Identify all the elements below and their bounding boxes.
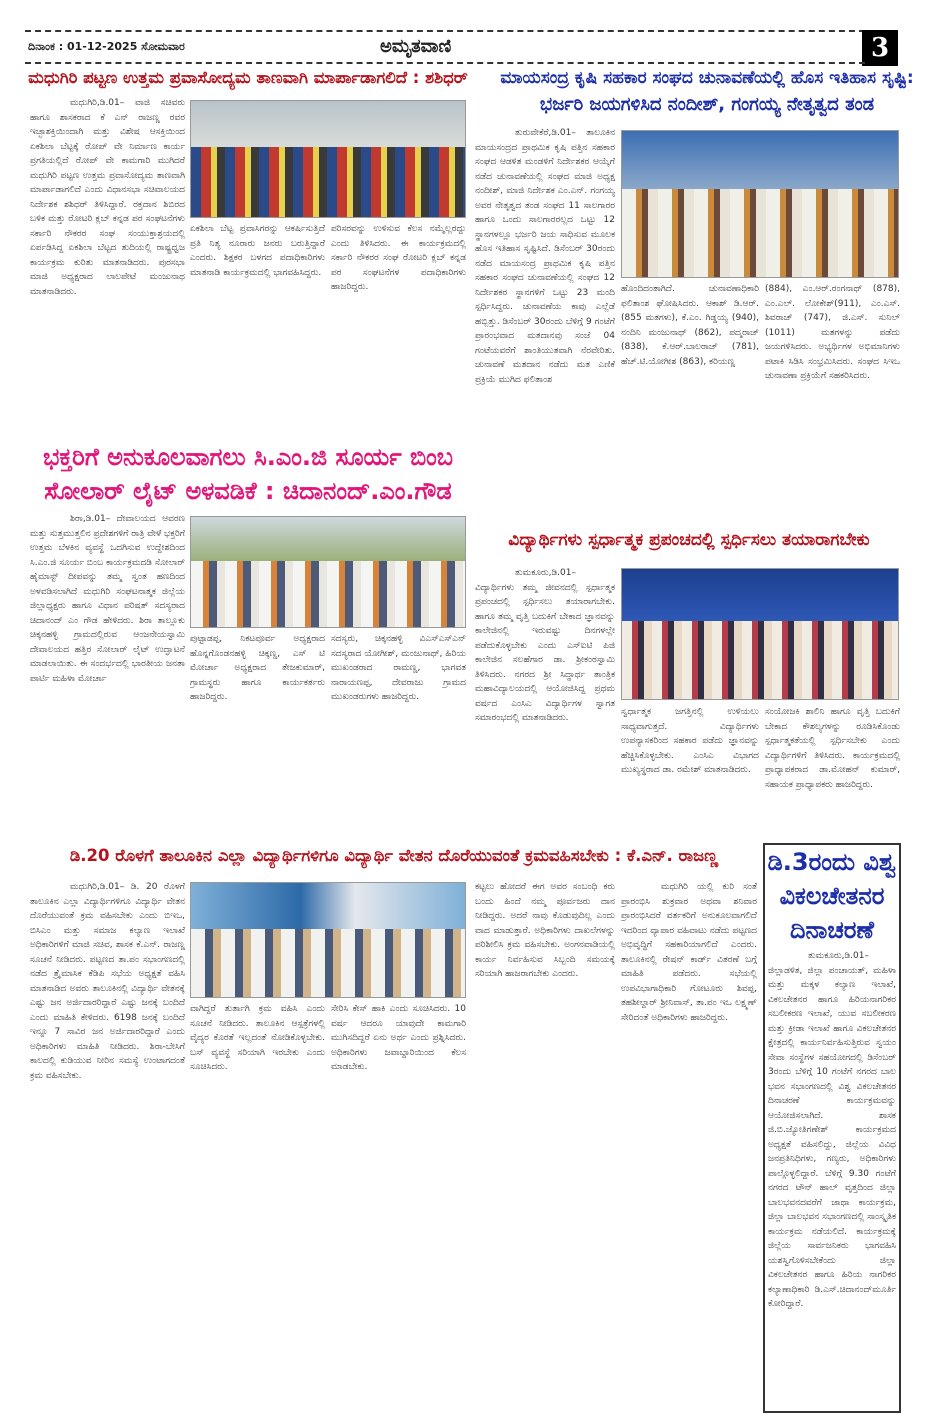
- sidebar-headline-line1: ಡಿ.3ರಂದು ವಿಶ್ವ: [767, 848, 897, 876]
- header-rule-bottom: [25, 62, 865, 64]
- article-5-body-col4: ಕಟ್ಟಲು ಹೋದರೆ ಈಗ ಅವರ ಸಂಬಂಧಿ ಕರು ಬಂದು ಹಿಂದೆ ನಮ್ಮ ಪೂರ್ವಜರು ದಾನ ನೀಡಿದ್ದರು. ಅದರೆ ನಾವು ಕೊಡುವುದಿಲ್ಲ ಎಂದು ವಾದ ಮಾಡುತ್ತಾರೆ. ಅಧಿಕಾರಿಗಳು ದಾಖಲೆಗಳನ್ನು ಪರಿಶೀಲಿಸಿ ಕ್ರಮ ವಹಿಸಬೇಕು. ಅಂಗನವಾಡಿಯಲ್ಲಿ ಕಾರ್ಯ ನಿರ್ವಹಿಸುವ ಸಿಬ್ಬಂದಿ ಸಮಯಕ್ಕೆ ಸರಿಯಾಗಿ ಹಾಜರಾಗಬೇಕು ಎಂದರು.: [475, 882, 615, 979]
- article-4-body-col3: ಸಂಯೋಜಕಿ ಶಾಲಿನಿ ಹಾಗೂ ವೃತ್ತಿ ಬದುಕಿಗೆ ಬೇಕಾದ ಕೌಶಲ್ಯಗಳನ್ನು ರೂಡಿಸಿಕೊಂಡು ಸ್ಪರ್ಧಾತ್ಮಕತೆಯಲ್ಲಿ ಸ್ಪರ್ಧಿಸಬೇಕು ಎಂದು ವಿದ್ಯಾರ್ಥಿಗಳಿಗೆ ತಿಳಿಸಿದರು. ಕಾರ್ಯಕ್ರಮದಲ್ಲಿ ಪ್ರಾಧ್ಯಾಪಕರಾದ ಡಾ.ಮೋಹನ್ ಕುಮಾರ್, ಸಹಾಯಕ ಪ್ರಾಧ್ಯಾಪಕರು ಹಾಜರಿದ್ದರು.: [765, 707, 900, 790]
- article-1-body: ಮಧುಗಿರಿ,ಡಿ.01– ವಾಜಿ ಸಚಿವರು ಹಾಗೂ ಶಾಸಕರಾದ ಕೆ ಎನ್ ರಾಜಣ್ಣ ರವರ ಇಚ್ಛಾಶಕ್ತಿಯಿಂದಾಗಿ ಮತ್ತು ವಿಶೇಷ ಆಸಕ್ತಿಯಿಂದ ಏಕಶಿಲಾ ಬೆಟ್ಟಕ್ಕೆ ರೋಪ್ ವೇ ನಿರ್ಮಾಣ ಕಾರ್ಯ ಪ್ರಗತಿಯಲ್ಲಿದೆ ರೋಪ್ ವೇ ಕಾಮಗಾರಿ ಮುಗಿದರೆ ಮಧುಗಿರಿ ಪಟ್ಟಣ ಉತ್ತಮ ಪ್ರವಾಸೋದ್ಯಮ ತಾಣವಾಗಿ ಮಾರ್ಪಾಡಾಗಲಿದೆ ಎಂದು ವಿಧಾನಸಭಾ ಸಚಿವಾಲಯದ ನಿರ್ದೇಶಕ ಶಶಿಧರ್ ತಿಳಿಸಿದ್ದಾರೆ. ರಕ್ತದಾನ ಶಿಬಿರದ ಬಳಿಕ ಮತ್ತು ರೋಟರಿ ಕ್ಲಬ್ ಕನ್ನಡ ಪರ ಸಂಘಟನೆಗಳು ಸರ್ಕಾರಿ ನೌಕರರ ಸಂಘ ಸಂಯುಕ್ತಾಶ್ರಯದಲ್ಲಿ ಏರ್ಪಡಿಸಿದ್ದ ಏಕಶಿಲಾ ಬೆಟ್ಟದ ತುದಿಯಲ್ಲಿ ರಾಷ್ಟ್ರಧ್ವಜ ಕಾರ್ಯಕ್ರಮ ಕುರಿತು ಮಾತನಾಡಿದರು. ಪುರಸಭಾ ಮಾಜಿ ಅಧ್ಯಕ್ಷರಾದ ಲಾಲಪೇಟೆ ಮಂಜುನಾಥ ಮಾತನಾಡಿದರು.: [30, 98, 185, 297]
- page-number: 3: [862, 30, 898, 66]
- article-2-body-col3: (884), ಎಂ.ಆರ್.ರಂಗನಾಥ್ (878), ಎಂ.ಎಲ್. ಲೋಕೇಶ್(911), ಎಂ.ಎಸ್. ಶಿವರಾಜ್ (747), ಜಿ.ಎಸ್. ಸುನಿಲ್ (1011) ಮತಗಳನ್ನು ಪಡೆದು ಜಯಗಳಿಸಿದರು. ಅಭ್ಯರ್ಥಿಗಳ ಅಭಿಮಾನಿಗಳು ಪಟಾಕಿ ಸಿಡಿಸಿ ಸಂಭ್ರಮಿಸಿದರು. ಸಂಘದ ಸಿಇಒ ಚುನಾವಣಾ ಪ್ರಕ್ರಿಯೆಗೆ ಸಹಕರಿಸಿದರು.: [765, 284, 900, 381]
- article-2-body-col2: ಹೊಂದಿದಂತಾಗಿದೆ. ಚುನಾವಣಾಧಿಕಾರಿ ಫಲಿತಾಂಶ ಘೋಷಿಸಿದರು. ಆಕಾಶ್ ಡಿ.ಆರ್. (855 ಮತಗಳು), ಕೆ.ಎಂ. ಗಿಡ್ಡಯ್ಯ (940), ನಂದಿನಿ ಮಂಜುನಾಥ್ (862), ಪದ್ಮರಾಜ್ (838), ಕೆ.ಆರ್.ಬಾಲರಾಜ್ (781), ಹೆಚ್.ಟಿ.ಯೋಗೀಶ (863), ಕರಿಯಣ್ಣ: [621, 284, 759, 367]
- article-3-body-col3: ಸದಸ್ಯರು, ಚಿಕ್ಕನಹಳ್ಳಿ ವಿಎಸ್ಎಸ್ಎನ್ ಸದಸ್ಯರಾದ ಯೋಗೀಶ್, ಮಂಜುನಾಥ್, ಹಿರಿಯ ಮುಖಂಡರಾದ ರಾಮಣ್ಣ, ಭಾಗವತ ನಾರಾಯಣಪ್ಪ, ದೇವರಾಜು ಗ್ರಾಮದ ಮುಖಂಡರುಗಳು ಹಾಜರಿದ್ದರು.: [331, 634, 466, 702]
- article-3-headline-line1: ಭಕ್ತರಿಗೆ ಅನುಕೂಲವಾಗಲು ಸಿ.ಎಂ.ಜಿ ಸೂರ್ಯ ಬಿಂಬ: [42, 443, 454, 471]
- article-1-body-col3: ಪರಿಸರವನ್ನು ಉಳಿಸುವ ಕೆಲಸ ನಮ್ಮೆಲ್ಲರದ್ದು ಎಂದು ತಿಳಿಸಿದರು. ಈ ಕಾರ್ಯಕ್ರಮದಲ್ಲಿ ಸರ್ಕಾರಿ ನೌಕರರ ಸಂಘ ರೋಟರಿ ಕ್ಲಬ್ ಕನ್ನಡ ಪರ ಸಂಘಟನೆಗಳ ಪದಾಧಿಕಾರಿಗಳು ಹಾಜರಿದ್ದರು.: [331, 224, 466, 292]
- article-5-body-col3: ಸೇರಿಸಿ ಕೇಸ್ ಹಾಕಿ ಎಂದು ಸೂಚಿಸಿದರು. 10 ವರ್ಷ ಆದರೂ ಯಾವುದೇ ಕಾಮಗಾರಿ ಮುಗಿಸದಿದ್ದರೆ ಏನು ಅರ್ಥ ಎಂದು ಪ್ರಶ್ನಿಸಿದರು. ಅಧಿಕಾರಿಗಳು ಜವಾಬ್ದಾರಿಯಿಂದ ಕೆಲಸ ಮಾಡಬೇಕು.: [331, 1004, 466, 1072]
- article-5-body: ಮಧುಗಿರಿ,ಡಿ.01– ಡಿ. 20 ರೊಳಗೆ ತಾಲೂಕಿನ ಎಲ್ಲಾ ವಿದ್ಯಾರ್ಥಿಗಳಿಗೂ ವಿದ್ಯಾರ್ಥಿ ವೇತನ ದೊರೆಯುವಂತೆ ಕ್ರಮ ವಹಿಸಬೇಕು ಎಂದು ಬಿಇಒ, ಬಿಸಿಎಂ ಮತ್ತು ಸಮಾಜ ಕಲ್ಯಾಣ ಇಲಾಖೆ ಅಧಿಕಾರಿಗಳಿಗೆ ಮಾಜಿ ಸಚಿವ, ಶಾಸಕ ಕೆ.ಎನ್. ರಾಜಣ್ಣ ಸೂಚನೆ ನೀಡಿದರು. ಪಟ್ಟಣದ ತಾ.ಪಂ ಸಭಾಂಗಣದಲ್ಲಿ ನಡೆದ ತ್ರೈಮಾಸಿಕ ಕೆಡಿಪಿ ಸಭೆಯ ಅಧ್ಯಕ್ಷತೆ ವಹಿಸಿ ಮಾತನಾಡಿದ ಅವರು ತಾಲೂಕಿನಲ್ಲಿ ವಿದ್ಯಾರ್ಥಿ ವೇತನಕ್ಕೆ ಎಷ್ಟು ಜನ ಅರ್ಜಿದಾರರಿದ್ದಾರೆ ಎಷ್ಟು ಜನಕ್ಕೆ ಬಂದಿದೆ ಎಂದು ಮಾಹಿತಿ ಕೇಳಿದರು. 6198 ಜನಕ್ಕೆ ಬಂದಿದೆ ಇನ್ನೂ 7 ಸಾವಿರ ಜನ ಅರ್ಜಿದಾರರಿದ್ದಾರೆ ಎಂದು ಅಧಿಕಾರಿಗಳು ಮಾಹಿತಿ ನೀಡಿದರು. ಶಿರಾ-ಬೇಸಿಗೆ ಕಾಲದಲ್ಲಿ ಕುಡಿಯುವ ನೀರಿನ ಸಮಸ್ಯೆ ಉಂಟಾಗದಂತೆ ಕ್ರಮ ವಹಿಸಬೇಕು.: [30, 882, 185, 1081]
- article-5-body-col5: ಮಧುಗಿರಿ ಯಲ್ಲಿ ಕುರಿ ಸಂತೆ ಪ್ರಾರಂಭಿಸಿ ಶುಕ್ರವಾರ ಅಥವಾ ಶನಿವಾರ ಪ್ರಾರಂಭಿಸಿದರೆ ವರ್ತಕರಿಗೆ ಅನುಕೂಲವಾಗಲಿದೆ ಇದರಿಂದ ವ್ಯಾಪಾರ ವಹಿವಾಟು ನಡೆದು ಪಟ್ಟಣದ ಅಭಿವೃದ್ಧಿಗೆ ಸಹಕಾರಿಯಾಗಲಿದೆ ಎಂದರು. ತಾಲೂಕಿನಲ್ಲಿ ರೇಷನ್ ಕಾರ್ಡ್ ವಿತರಣೆ ಬಗ್ಗೆ ಮಾಹಿತಿ ಪಡೆದರು. ಸಭೆಯಲ್ಲಿ ಉಪವಿಭಾಗಾಧಿಕಾರಿ ಗೋಟೂರು ಶಿವಪ್ಪ, ತಹಶೀಲ್ದಾರ್ ಶ್ರೀನಿವಾಸ್, ತಾ.ಪಂ ಇಒ ಲಕ್ಷ್ಮಣ್ ಸೇರಿದಂತೆ ಅಧಿಕಾರಿಗಳು ಹಾಜರಿದ್ದರು.: [621, 882, 757, 1023]
- article-5-photo: [190, 882, 466, 998]
- sidebar-article-box: [763, 843, 901, 1413]
- article-3-photo: [190, 516, 466, 628]
- article-1-photo: [190, 100, 466, 218]
- sidebar-headline-line2: ವಿಕಲಚೇತನರ: [779, 882, 885, 910]
- masthead: ಅಮೃತವಾಣಿ: [380, 36, 452, 57]
- article-2-body: ತುರುವೇಕೆರೆ,ಡಿ.01– ತಾಲೂಕಿನ ಮಾಯಸಂದ್ರದ ಪ್ರಾಥಮಿಕ ಕೃಷಿ ಪತ್ತಿನ ಸಹಕಾರ ಸಂಘದ ಆಡಳಿತ ಮಂಡಳಿಗೆ ನಿರ್ದೇಶಕರ ಆಯ್ಕೆಗೆ ನಡೆದ ಚುನಾವಣೆಯಲ್ಲಿ ಸಂಘದ ಮಾಜಿ ಅಧ್ಯಕ್ಷ ನಂದೀಶ್, ಮಾಜಿ ನಿರ್ದೇಶಕ ಎಂ.ಎನ್. ಗಂಗಯ್ಯ ಅವರ ನೇತೃತ್ವದ ತಂಡ ಸಂಘದ 11 ಸಾಲಗಾರರ ಹಾಗೂ ಒಂದು ಸಾಲಗಾರರಲ್ಲದ ಒಟ್ಟು 12 ಸ್ಥಾನಗಳಲ್ಲೂ ಭರ್ಜರಿ ಜಯ ಸಾಧಿಸುವ ಮೂಲಕ ಹೊಸ ಇತಿಹಾಸ ಸೃಷ್ಟಿಸಿದೆ. ಡಿಸೆಂಬರ್ 30ರಂದು ನಡೆದ ಮಾಯಸಂದ್ರ ಪ್ರಾಥಮಿಕ ಕೃಷಿ ಪತ್ತಿನ ಸಹಕಾರ ಸಂಘದ ಚುನಾವಣೆಯಲ್ಲಿ ಸಂಘದ 12 ನಿರ್ದೇಶಕರ ಸ್ಥಾನಗಳಿಗೆ ಒಟ್ಟು 23 ಮಂದಿ ಸ್ಪರ್ಧಿಸಿದ್ದರು. ಚುನಾವಣೆಯ ಕಾವು ಎಲ್ಲೆಡೆ ಹಬ್ಬಿತ್ತು. ಡಿಸೆಂಬರ್ 30ರಂದು ಬೆಳಿಗ್ಗೆ 9 ಗಂಟೆಗೆ ಪ್ರಾರಂಭವಾದ ಮತದಾನವು ಸಂಜೆ 04 ಗಂಟೆಯವರೆಗೆ ಶಾಂತಿಯುತವಾಗಿ ನೆರವೇರಿತು. ಚುನಾವಣೆ ಮತದಾನ ನಡೆದು ಮತ ಎಣಿಕೆ ಪ್ರಕ್ರಿಯೆ ಮುಗಿದ ಫಲಿತಾಂಶ: [475, 128, 615, 385]
- article-3-headline-line2: ಸೋಲಾರ್ ಲೈಟ್ ಅಳವಡಿಕೆ : ಚಿದಾನಂದ್.ಎಂ.ಗೌಡ: [44, 477, 452, 505]
- issue-date: ದಿನಾಂಕ : 01-12-2025 ಸೋಮವಾರ: [28, 40, 185, 53]
- article-1-headline: ಮಧುಗಿರಿ ಪಟ್ಟಣ ಉತ್ತಮ ಪ್ರವಾಸೋದ್ಯಮ ತಾಣವಾಗಿ ಮಾರ್ಪಾಡಾಗಲಿದೆ : ಶಶಿಧರ್: [28, 68, 468, 87]
- article-2-photo: [621, 130, 899, 278]
- article-2-headline-line1: ಮಾಯಸಂದ್ರ ಕೃಷಿ ಸಹಕಾರ ಸಂಘದ ಚುನಾವಣೆಯಲ್ಲಿ ಹೊಸ ಇತಿಹಾಸ ಸೃಷ್ಟಿ:: [500, 68, 914, 88]
- article-4-body-col2: ಸ್ವರ್ಧಾತ್ಮಕ ಜಗತ್ತಿನಲ್ಲಿ ಉಳಿಯಲು ಸಾಧ್ಯವಾಗುತ್ತದೆ. ವಿದ್ಯಾರ್ಥಿಗಳು ಉಪನ್ಯಾಸಕರಿಂದ ಸಹಕಾರ ಪಡೆದು ಜ್ಞಾನವನ್ನು ಹೆಚ್ಚಿಸಿಕೊಳ್ಳಬೇಕು. ಎಂಸಿಎ ವಿಭಾಗದ ಮುಖ್ಯಸ್ಥರಾದ ಡಾ. ರಮೇಶ್ ಮಾತನಾಡಿದರು.: [621, 707, 759, 775]
- sidebar-headline-line3: ದಿನಾಚರಣೆ: [790, 916, 874, 944]
- article-1-body-col2: ಏಕಶಿಲಾ ಬೆಟ್ಟ ಪ್ರವಾಸಿಗರನ್ನು ಆಕರ್ಷಿಸುತ್ತಿದೆ ಪ್ರತಿ ನಿತ್ಯ ನೂರಾರು ಜನರು ಬರುತ್ತಿದ್ದಾರೆ ಎಂದರು. ಶಿಕ್ಷಕರ ಬಳಗದ ಪದಾಧಿಕಾರಿಗಳು ಮಾತನಾಡಿ ಕಾರ್ಯಕ್ರಮದಲ್ಲಿ ಭಾಗವಹಿಸಿದ್ದರು.: [190, 224, 325, 278]
- header-rule-top: [25, 30, 865, 32]
- article-5-body-col2: ವಾಗಿದ್ದರೆ ತುರ್ತಾಗಿ ಕ್ರಮ ವಹಿಸಿ ಎಂದು ಸೂಚನೆ ನೀಡಿದರು. ತಾಲೂಕಿನ ಆಸ್ಪತ್ರೆಗಳಲ್ಲಿ ವೈದ್ಯರ ಕೊರತೆ ಇಲ್ಲದಂತೆ ನೋಡಿಕೊಳ್ಳಬೇಕು. ಬಸ್ ವ್ಯವಸ್ಥೆ ಸರಿಯಾಗಿ ಇರಬೇಕು ಎಂದು ಸೂಚಿಸಿದರು.: [190, 1004, 325, 1072]
- article-5-headline: ಡಿ.20 ರೊಳಗೆ ತಾಲೂಕಿನ ಎಲ್ಲಾ ವಿದ್ಯಾರ್ಥಿಗಳಿಗೂ ವಿದ್ಯಾರ್ಥಿ ವೇತನ ದೊರೆಯುವಂತೆ ಕ್ರಮವಹಿಸಬೇಕು : ಕೆ.ಎನ್. ರಾಜಣ್ಣ: [69, 846, 719, 865]
- article-4-photo: [621, 568, 899, 700]
- article-2-headline-line2: ಭರ್ಜರಿ ಜಯಗಳಿಸಿದ ನಂದೀಶ್, ಗಂಗಯ್ಯ ನೇತೃತ್ವದ ತಂಡ: [539, 94, 875, 115]
- article-3-body-col2: ಪುಟ್ಟಾಡಪ್ಪ, ನಿಕಟಪೂರ್ವ ಅಧ್ಯಕ್ಷರಾದ ಹೊನ್ನಗೊಂಡನಹಳ್ಳಿ ಚಿಕ್ಕಣ್ಣ, ಎಸ್ ಟಿ ಮೋರ್ಚಾ ಅಧ್ಯಕ್ಷರಾದ ತೇಜಕುಮಾರ್, ಗ್ರಾಮಸ್ಥರು ಹಾಗೂ ಕಾರ್ಯಕರ್ತರು ಹಾಜರಿದ್ದರು.: [190, 634, 325, 702]
- article-4-body: ತುಮಕೂರು,ಡಿ.01– ವಿದ್ಯಾರ್ಥಿಗಳು ತಮ್ಮ ಜೀವನದಲ್ಲಿ ಸ್ಪರ್ಧಾತ್ಮಕ ಪ್ರಪಂಚದಲ್ಲಿ ಸ್ಪರ್ಧಿಸಲು ತಯಾರಾಗಬೇಕು. ಹಾಗೂ ತಮ್ಮ ವೃತ್ತಿ ಬದುಕಿಗೆ ಬೇಕಾದ ಜ್ಞಾನವನ್ನು ಕಾಲೇಜಿನಲ್ಲಿ ಇರುವಷ್ಟು ದಿನಗಳಲ್ಲೇ ಪಡೆದುಕೊಳ್ಳಬೇಕು ಎಂದು ಎಸ್ಐಟಿ ಪಿಜಿ ಕಾಲೇಜಿನ ಸಲಹೆಗಾರ ಡಾ. ಶ್ರೀಕಂಠಸ್ವಾಮಿ ತಿಳಿಸಿದರು. ನಗರದ ಶ್ರೀ ಸಿದ್ಧಾರ್ಥ ತಾಂತ್ರಿಕ ಮಹಾವಿದ್ಯಾಲಯದಲ್ಲಿ ಆಯೋಜಿಸಿದ್ದ ಪ್ರಥಮ ವರ್ಷದ ಎಂಸಿಎ ವಿದ್ಯಾರ್ಥಿಗಳ ಸ್ವಾಗತ ಸಮಾರಂಭದಲ್ಲಿ ಮಾತನಾಡಿದರು.: [475, 568, 615, 723]
- article-4-headline: ವಿದ್ಯಾರ್ಥಿಗಳು ಸ್ಪರ್ಧಾತ್ಮಕ ಪ್ರಪಂಚದಲ್ಲಿ ಸ್ಪರ್ಧಿಸಲು ತಯಾರಾಗಬೇಕು: [508, 530, 870, 550]
- article-3-body: ಶಿರಾ,ಡಿ.01– ದೇವಾಲಯದ ಆವರಣ ಮತ್ತು ಸುತ್ತಮುತ್ತಲಿನ ಪ್ರದೇಶಗಳಿಗೆ ರಾತ್ರಿ ವೇಳೆ ಭಕ್ತರಿಗೆ ಉತ್ತಮ ಬೆಳಕಿನ ವ್ಯವಸ್ಥೆ ಒದಗಿಸುವ ಉದ್ದೇಶದಿಂದ ಸಿ.ಎಂ.ಜಿ ಸೂರ್ಯ ಬಿಂಬ ಕಾರ್ಯಕ್ರಮದಡಿ ಸೋಲಾರ್ ಹೈಮಾಸ್ಟ್ ದೀಪವನ್ನು ತಮ್ಮ ಸ್ವಂತ ಹಣದಿಂದ ಅಳವಡಿಸಲಾಗಿದೆ ಮಧುಗಿರಿ ಸಂಘಟನಾತ್ಮಕ ಜಿಲ್ಲೆಯ ಜಿಲ್ಲಾಧ್ಯಕ್ಷರು ಹಾಗೂ ವಿಧಾನ ಪರಿಷತ್ ಸದಸ್ಯರಾದ ಚಿದಾನಂದ್ ಎಂ ಗೌಡ ಹೇಳಿದರು. ಶಿರಾ ತಾಲ್ಲೂಕು ಚಿಕ್ಕನಹಳ್ಳಿ ಗ್ರಾಮದಲ್ಲಿರುವ ಆಂಜನೇಯಸ್ವಾಮಿ ದೇವಾಲಯದ ಹತ್ತಿರ ಸೋಲಾರ್ ಲೈಟ್ ಉದ್ಘಾಟನೆ ಮಾಡಲಾಯಿತು. ಈ ಸಂದರ್ಭದಲ್ಲಿ ಭಾರತೀಯ ಜನತಾ ಪಾರ್ಟಿ ಮಹಿಳಾ ಮೋರ್ಚಾ: [30, 514, 185, 684]
- sidebar-body: ತುಮಕೂರು,ಡಿ.01– ಜಿಲ್ಲಾಡಳಿತ, ಜಿಲ್ಲಾ ಪಂಚಾಯತ್, ಮಹಿಳಾ ಮತ್ತು ಮಕ್ಕಳ ಕಲ್ಯಾಣ ಇಲಾಖೆ, ವಿಕಲಚೇತನರ ಹಾಗೂ ಹಿರಿಯನಾಗರಿಕರ ಸಬಲೀಕರಣ ಇಲಾಖೆ, ಯುವ ಸಬಲೀಕರಣ ಮತ್ತು ಕ್ರೀಡಾ ಇಲಾಖೆ ಹಾಗೂ ವಿಕಲಚೇತನರ ಕ್ಷೇತ್ರದಲ್ಲಿ ಕಾರ್ಯನಿರ್ವಹಿಸುತ್ತಿರುವ ಸ್ವಯಂ ಸೇವಾ ಸಂಸ್ಥೆಗಳ ಸಹಯೋಗದಲ್ಲಿ ಡಿಸೆಂಬರ್ 3ರಂದು ಬೆಳಿಗ್ಗೆ 10 ಗಂಟೆಗೆ ನಗರದ ಬಾಲ ಭವನ ಸಭಾಂಗಣದಲ್ಲಿ ವಿಶ್ವ ವಿಕಲಚೇತನರ ದಿನಾಚರಣೆ ಕಾರ್ಯಕ್ರಮವನ್ನು ಆಯೋಜಿಸಲಾಗಿದೆ. ಶಾಸಕ ಜಿ.ಬಿ.ಜ್ಯೋತಿಗಣೇಶ್ ಕಾರ್ಯಕ್ರಮದ ಅಧ್ಯಕ್ಷತೆ ವಹಿಸಲಿದ್ದು, ಜಿಲ್ಲೆಯ ವಿವಿಧ ಜನಪ್ರತಿನಿಧಿಗಳು, ಗಣ್ಯರು, ಅಧಿಕಾರಿಗಳು ಪಾಲ್ಗೊಳ್ಳಲಿದ್ದಾರೆ. ಬೆಳಿಗ್ಗೆ 9.30 ಗಂಟೆಗೆ ನಗರದ ಟೌನ್ ಹಾಲ್ ವೃತ್ತದಿಂದ ಜಿಲ್ಲಾ ಬಾಲಭವನದವರೆಗೆ ಜಾಥಾ ಕಾರ್ಯಕ್ರಮ, ಜಿಲ್ಲಾ ಬಾಲಭವನ ಸಭಾಂಗಣದಲ್ಲಿ ಸಾಂಸ್ಕೃತಿಕ ಕಾರ್ಯಕ್ರಮ ನಡೆಯಲಿದೆ. ಕಾರ್ಯಕ್ರಮಕ್ಕೆ ಜಿಲ್ಲೆಯ ಸಾರ್ವಜನಿಕರು ಭಾಗವಹಿಸಿ ಯಶಸ್ವಿಗೊಳಿಸಬೇಕೆಂದು ಜಿಲ್ಲಾ ವಿಕಲಚೇತನರ ಹಾಗೂ ಹಿರಿಯ ನಾಗರಿಕರ ಕಲ್ಯಾಣಾಧಿಕಾರಿ ಡಿ.ಎಸ್.ಚಿದಾನಂದ್‌ಮೂರ್ತಿ ಕೋರಿದ್ದಾರೆ.: [768, 951, 896, 1309]
